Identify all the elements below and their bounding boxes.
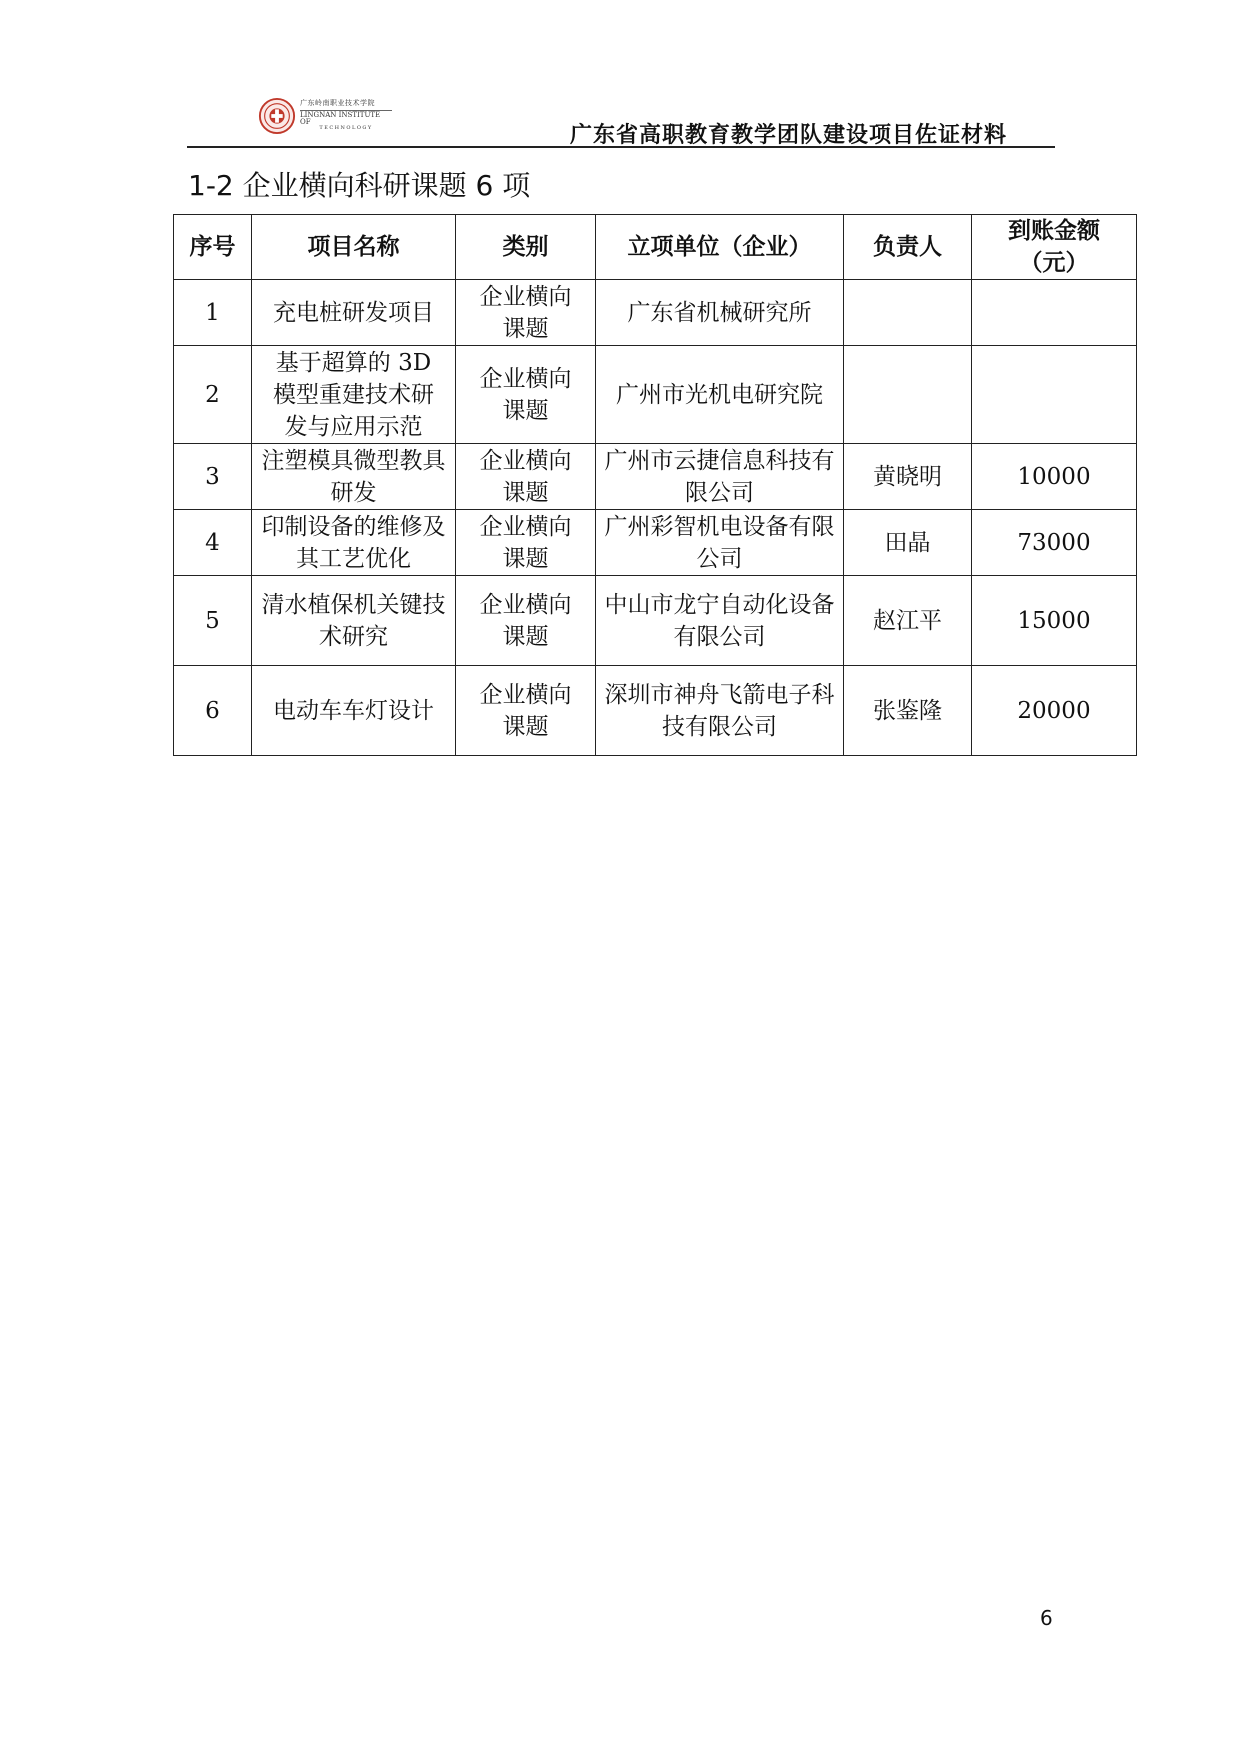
cell-amount: 73000 <box>972 510 1137 576</box>
cell-category: 企业横向课题 <box>456 346 596 444</box>
cell-category: 企业横向课题 <box>456 444 596 510</box>
cell-leader: 黄晓明 <box>844 444 972 510</box>
cell-no: 1 <box>174 280 252 346</box>
cell-amount: 15000 <box>972 576 1137 666</box>
header-cell-leader: 负责人 <box>844 215 972 280</box>
cell-leader: 赵江平 <box>844 576 972 666</box>
cell-amount <box>972 346 1137 444</box>
section-title: 1-2 企业横向科研课题 6 项 <box>188 169 531 202</box>
cell-category: 企业横向课题 <box>456 576 596 666</box>
header-divider <box>187 146 1055 148</box>
cell-unit: 深圳市神舟飞箭电子科技有限公司 <box>596 666 844 756</box>
research-projects-table <box>173 214 1137 756</box>
cell-leader <box>844 280 972 346</box>
cell-category: 企业横向课题 <box>456 280 596 346</box>
cell-no: 2 <box>174 346 252 444</box>
cell-unit: 广州彩智机电设备有限公司 <box>596 510 844 576</box>
logo-chinese-name: 广东岭南职业技术学院 <box>300 99 375 108</box>
document-header-title: 广东省高职教育教学团队建设项目佐证材料 <box>569 123 1007 148</box>
cell-leader: 田晶 <box>844 510 972 576</box>
cell-category: 企业横向课题 <box>456 666 596 756</box>
logo-english-name: LINGNAN INSTITUTE OF <box>300 110 392 127</box>
header-cell-category: 类别 <box>456 215 596 280</box>
logo-wordmark <box>300 100 392 131</box>
page-number: 6 <box>1040 1606 1053 1630</box>
cell-name: 印制设备的维修及其工艺优化 <box>252 510 456 576</box>
institute-logo <box>258 96 392 136</box>
cell-name: 充电桩研发项目 <box>252 280 456 346</box>
logo-english-name-line2: TECHNOLOGY <box>319 125 373 132</box>
cell-amount <box>972 280 1137 346</box>
header-cell-amount: 到账金额（元） <box>972 215 1137 280</box>
cell-no: 4 <box>174 510 252 576</box>
table-row <box>174 280 1137 346</box>
cell-amount: 10000 <box>972 444 1137 510</box>
table-header-row <box>174 215 1137 280</box>
cell-category: 企业横向课题 <box>456 510 596 576</box>
cell-no: 5 <box>174 576 252 666</box>
cell-name: 基于超算的 3D 模型重建技术研发与应用示范 <box>252 346 456 444</box>
cell-amount: 20000 <box>972 666 1137 756</box>
table-row <box>174 346 1137 444</box>
header-cell-name: 项目名称 <box>252 215 456 280</box>
table-row <box>174 444 1137 510</box>
header-cell-unit: 立项单位（企业） <box>596 215 844 280</box>
cell-name: 电动车车灯设计 <box>252 666 456 756</box>
cell-unit: 广东省机械研究所 <box>596 280 844 346</box>
cell-leader <box>844 346 972 444</box>
cell-unit: 中山市龙宁自动化设备有限公司 <box>596 576 844 666</box>
table-row <box>174 576 1137 666</box>
cell-name: 注塑模具微型教具研发 <box>252 444 456 510</box>
cell-unit: 广州市云捷信息科技有限公司 <box>596 444 844 510</box>
institute-emblem-icon <box>258 97 296 135</box>
cell-no: 6 <box>174 666 252 756</box>
cell-no: 3 <box>174 444 252 510</box>
header-cell-no: 序号 <box>174 215 252 280</box>
cell-leader: 张鉴隆 <box>844 666 972 756</box>
cell-unit: 广州市光机电研究院 <box>596 346 844 444</box>
cell-name: 清水植保机关键技术研究 <box>252 576 456 666</box>
table-row <box>174 666 1137 756</box>
table-row <box>174 510 1137 576</box>
